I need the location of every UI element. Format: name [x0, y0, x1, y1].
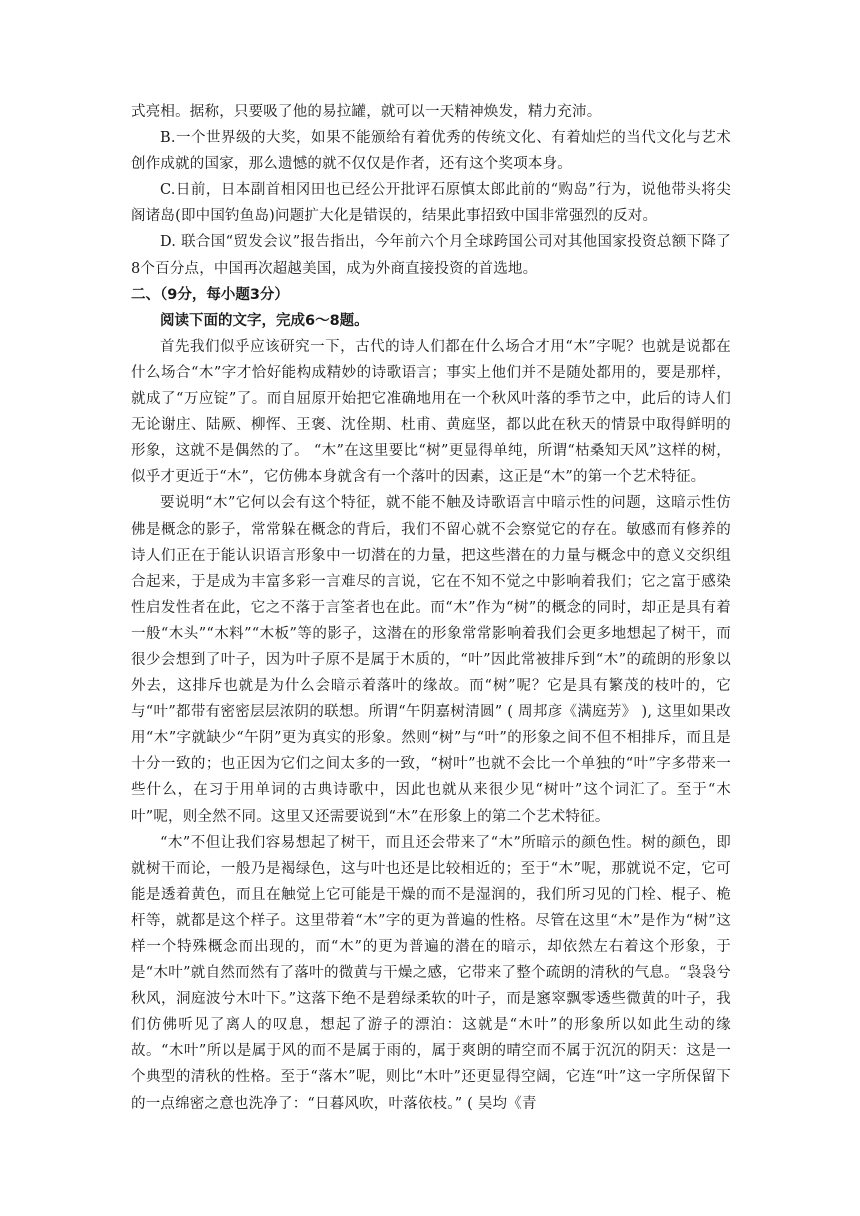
passage-paragraph-2: 要说明“木”它何以会有这个特征，就不能不触及诗歌语言中暗示性的问题，这暗示性仿佛是概念的影子，常常躲在概念的背后，我们不留心就不会察觉它的存在。敏感而有修养的诗人们正在于能认识语言形象中一切潜在的力量，把这些潜在的力量与概念中的意义交织组合起来，于是成为丰富多彩一言难尽的言说，它在不知不觉之中影响着我们；它之富于感染性启发性者在此，它之不落于言筌者也在此。而“木”作为“树”的概念的同时，却正是具有着一般“木头”“木料”“木板”等的影子，这潜在的形象常常影响着我们会更多地想起了树干，而很少会想到了叶子，因为叶子原不是属于木质的，“叶”因此常被排斥到“木”的疏朗的形象以外去，这排斥也就是为什么会暗示着落叶的缘故。而“树”呢？它是具有繁茂的枝叶的，它与“叶”都带有密密层层浓阴的联想。所谓“午阴嘉树清圆” ( 周邦彦《满庭芳》 ), 这里如果改用“木”字就缺少“午阴”更为真实的形象。然则“树”与“叶”的形象之间不但不相排斥，而且是十分一致的；也正因为它们之间太多的一致，“树叶”也就不会比一个单独的“叶”字多带来一些什么，在习于用单词的古典诗歌中，因此也就从来很少见“树叶”这个词汇了。至于“木叶”呢，则全然不同。这里又还需要说到“木”在形象上的第二个艺术特征。	[131, 495, 731, 825]
section-heading: 二、（9分，每小题3分）	[131, 286, 289, 303]
option-a-continuation: 式亮相。据称，只要吸了他的易拉罐，就可以一天精神焕发，精力充沛。	[131, 104, 602, 120]
option-b: B.一个世界级的大奖，如果不能颁给有着优秀的传统文化、有着灿烂的当代文化与艺术创作成就的国家，那么遗憾的就不仅仅是作者，还有这个奖项本身。	[131, 130, 731, 173]
reading-instruction: 阅读下面的文字，完成6～8题。	[160, 312, 369, 329]
passage-paragraph-1: 首先我们似乎应该研究一下，古代的诗人们都在什么场合才用“木”字呢？也就是说都在什么场合“木”字才恰好能构成精妙的诗歌语言；事实上他们并不是随处都用的，要是那样，就成了“万应锭”了。而自屈原开始把它准确地用在一个秋风叶落的季节之中，此后的诗人们无论谢庄、陆厥、柳恽、王褒、沈佺期、杜甫、黄庭坚，都以此在秋天的情景中取得鲜明的形象，这就不是偶然的了。 “木”在这里要比“树”更显得单纯，所谓“枯桑知天风”这样的树，似乎才更近于“木”，它仿佛本身就含有一个落叶的因素，这正是“木”的第一个艺术特征。	[131, 338, 731, 486]
option-d: D. 联合国“贸发会议”报告指出，今年前六个月全球跨国公司对其他国家投资总额下降了8个百分点，中国再次超越美国，成为外商直接投资的首选地。	[131, 234, 731, 277]
document-page	[131, 99, 731, 1117]
option-c: C.日前，日本副首相冈田也已经公开批评石原慎太郎此前的“购岛”行为，说他带头将尖阁诸岛(即中国钓鱼岛)问题扩大化是错误的，结果此事招致中国非常强烈的反对。	[131, 182, 731, 225]
passage-paragraph-3: “木”不但让我们容易想起了树干，而且还会带来了“木”所暗示的颜色性。树的颜色，即就树干而论，一般乃是褐绿色，这与叶也还是比较相近的；至于“木”呢，那就说不定，它可能是透着黄色，而且在触觉上它可能是干燥的而不是湿润的，我们所习见的门栓、棍子、桅杆等，就都是这个样子。这里带着“木”字的更为普遍的性格。尽管在这里“木”是作为“树”这样一个特殊概念而出现的，而“木”的更为普遍的潜在的暗示，却依然左右着这个形象，于是“木叶”就自然而然有了落叶的微黄与干燥之感，它带来了整个疏朗的清秋的气息。“袅袅兮秋风，洞庭波兮木叶下。”这落下绝不是碧绿柔软的叶子，而是窸窣飘零透些微黄的叶子，我们仿佛听见了离人的叹息，想起了游子的漂泊：这就是“木叶”的形象所以如此生动的缘故。“木叶”所以是属于风的而不是属于雨的，属于爽朗的晴空而不属于沉沉的阴天：这是一个典型的清秋的性格。至于“落木”呢，则比“木叶”还更显得空阔，它连“叶”这一字所保留下的一点绵密之意也洗净了：“日暮风吹，叶落依枝。” ( 吴均《青	[131, 834, 731, 1112]
